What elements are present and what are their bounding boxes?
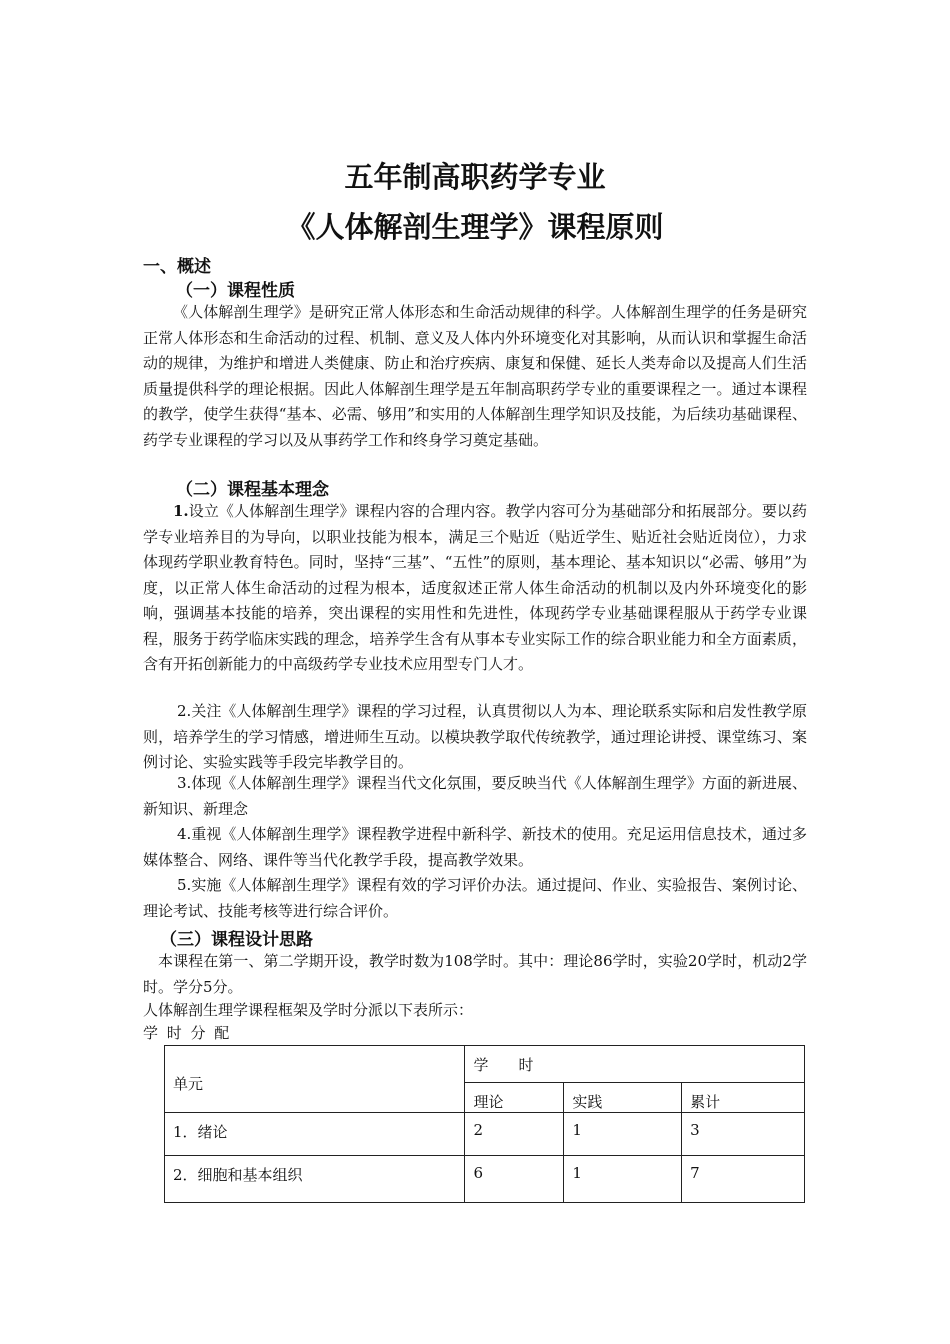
hours-header-cell: 学 时 bbox=[465, 1046, 805, 1083]
document-title-line2: 《人体解剖生理学》课程原则 bbox=[286, 210, 664, 244]
total-cell: 7 bbox=[682, 1156, 805, 1203]
paragraph-concept-1 bbox=[143, 499, 807, 678]
concept-1-number: 1. bbox=[173, 502, 189, 520]
paragraph-concept-2: 2.关注《人体解剖生理学》课程的学习过程，认真贯彻以人为本、理论联系实际和启发性教学原则，培养学生的学习情感，增进师生互动。以模块教学取代传统教学，通过理论讲授、课堂练习、案例讨论、实验实践等手段完毕教学目的。 bbox=[143, 702, 807, 771]
paragraph-concept-4: 4.重视《人体解剖生理学》课程教学进程中新科学、新技术的使用。充足运用信息技术，通过多媒体整合、网络、课件等当代化教学手段，提高教学效果。 bbox=[143, 825, 807, 869]
paragraph-concept-5: 5.实施《人体解剖生理学》课程有效的学习评价办法。通过提问、作业、实验报告、案例讨论、理论考试、技能考核等进行综合评价。 bbox=[143, 876, 807, 920]
concept-1-text: 设立《人体解剖生理学》课程内容的合理内容。教学内容可分为基础部分和拓展部分。要以药学专业培养目的为导向，以职业技能为根本，满足三个贴近（贴近学生、贴近社会贴近岗位），力求体现药学职业教育特色。同时，坚持“三基”、“五性”的原则，基本理论、基本知识以“必需、够用”为度，以正常人体生命活动的过程为根本，适度叙述正常人体生命活动的机制以及内外环境变化的影响，强调基本技能的培养，突出课程的实用性和先进性，体现药学专业基础课程服从于药学专业课程，服务于药学临床实践的理念，培养学生含有从事本专业实际工作的综合职业能力和全方面素质，含有开拓创新能力的中高级药学专业技术应用型专门人才。 bbox=[143, 502, 807, 673]
table-header-row bbox=[165, 1046, 805, 1083]
total-cell: 3 bbox=[682, 1113, 805, 1156]
unit-cell: 1．绪论 bbox=[165, 1113, 465, 1156]
table-row bbox=[165, 1156, 805, 1203]
unit-header-cell: 单元 bbox=[165, 1046, 465, 1113]
total-header-cell: 累计 bbox=[682, 1083, 805, 1113]
theory-cell: 2 bbox=[465, 1113, 564, 1156]
unit-cell: 2．细胞和基本组织 bbox=[165, 1156, 465, 1203]
hours-allocation-table bbox=[164, 1045, 805, 1203]
theory-cell: 6 bbox=[465, 1156, 564, 1203]
practice-header-cell: 实践 bbox=[564, 1083, 682, 1113]
table-row bbox=[165, 1113, 805, 1156]
theory-header-cell: 理论 bbox=[465, 1083, 564, 1113]
table-intro-text: 人体解剖生理学课程框架及学时分派以下表所示： bbox=[143, 1001, 474, 1019]
paragraph-course-nature: 《人体解剖生理学》是研究正常人体形态和生命活动规律的科学。人体解剖生理学的任务是研究正常人体形态和生命活动的过程、机制、意义及人体内外环境变化对其影响，从而认识和掌握生命活动的规律，为维护和增进人类健康、防止和治疗疾病、康复和保健、延长人类寿命以及提高人们生活质量提供科学的理论根据。因此人体解剖生理学是五年制高职药学专业的重要课程之一。通过本课程的教学，使学生获得“基本、必需、够用”和实用的人体解剖生理学知识及技能，为后续功基础课程、药学专业课程的学习以及从事药学工作和终身学习奠定基础。 bbox=[143, 303, 807, 449]
practice-cell: 1 bbox=[564, 1156, 682, 1203]
subsection-heading-design: （三）课程设计思路 bbox=[160, 930, 313, 950]
document-title-line1: 五年制高职药学专业 bbox=[344, 160, 606, 194]
subsection-heading-concept: （二）课程基本理念 bbox=[176, 480, 329, 500]
paragraph-design: 本课程在第一、第二学期开设，教学时数为108学时。其中：理论86学时，实验20学时，机动2学时。学分5分。 bbox=[143, 952, 807, 996]
paragraph-concept-3: 3.体现《人体解剖生理学》课程当代文化氛围，要反映当代《人体解剖生理学》方面的新进展、新知识、新理念 bbox=[143, 774, 807, 818]
practice-cell: 1 bbox=[564, 1113, 682, 1156]
subsection-heading-nature: （一）课程性质 bbox=[176, 281, 295, 301]
table-caption: 学 时 分 配 bbox=[143, 1024, 232, 1042]
section-heading-overview: 一、概述 bbox=[143, 257, 211, 277]
